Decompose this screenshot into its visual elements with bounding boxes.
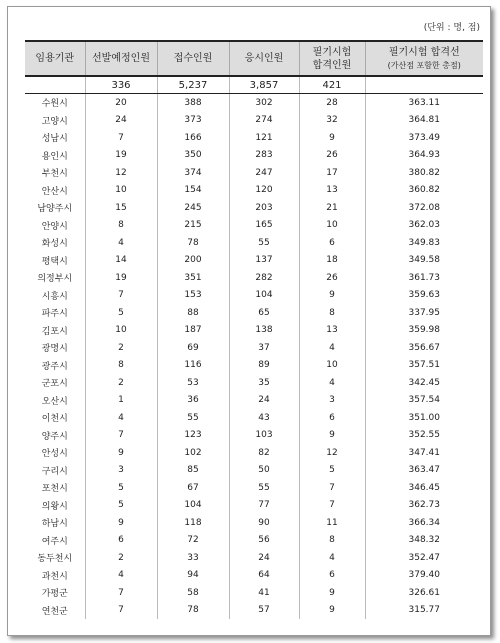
cell-cutoff: 351.00 (365, 409, 483, 427)
cell-planned: 10 (85, 322, 157, 340)
cell-passed: 6 (299, 567, 365, 585)
cell-agency: 군포시 (25, 374, 85, 392)
cell-planned: 9 (85, 444, 157, 462)
cell-passed: 21 (299, 199, 365, 217)
cell-passed: 13 (299, 182, 365, 200)
table-row (25, 444, 483, 462)
table-row (25, 427, 483, 445)
table-row (25, 199, 483, 217)
cell-tested: 104 (229, 287, 299, 305)
header-passed (299, 41, 365, 76)
cell-cutoff: 356.67 (365, 339, 483, 357)
cell-agency: 가평군 (25, 584, 85, 602)
cell-cutoff: 363.11 (365, 94, 483, 112)
table-row (25, 234, 483, 252)
total-agency (25, 76, 85, 94)
cell-tested: 35 (229, 374, 299, 392)
cell-planned: 2 (85, 549, 157, 567)
cell-tested: 203 (229, 199, 299, 217)
cell-tested: 165 (229, 217, 299, 235)
cell-cutoff: 361.73 (365, 269, 483, 287)
exam-results-table (25, 40, 483, 619)
cell-tested: 302 (229, 94, 299, 112)
cell-planned: 20 (85, 94, 157, 112)
table-row (25, 147, 483, 165)
total-planned: 336 (85, 76, 157, 94)
table-row (25, 252, 483, 270)
table-row (25, 112, 483, 130)
document-frame (7, 6, 491, 636)
cell-passed: 10 (299, 217, 365, 235)
cell-agency: 오산시 (25, 392, 85, 410)
table-row (25, 217, 483, 235)
header-agency: 임용기관 (25, 41, 85, 76)
cell-applied: 72 (157, 532, 229, 550)
cell-cutoff: 360.82 (365, 182, 483, 200)
cell-applied: 374 (157, 164, 229, 182)
cell-passed: 26 (299, 269, 365, 287)
table-row (25, 602, 483, 620)
cell-planned: 12 (85, 164, 157, 182)
total-applied: 5,237 (157, 76, 229, 94)
cell-tested: 137 (229, 252, 299, 270)
cell-applied: 69 (157, 339, 229, 357)
table-row (25, 514, 483, 532)
table-row (25, 287, 483, 305)
cell-planned: 1 (85, 392, 157, 410)
cell-cutoff: 357.51 (365, 357, 483, 375)
cell-tested: 121 (229, 129, 299, 147)
cell-agency: 동두천시 (25, 549, 85, 567)
cell-planned: 7 (85, 427, 157, 445)
cell-planned: 8 (85, 357, 157, 375)
cell-cutoff: 348.32 (365, 532, 483, 550)
cell-tested: 37 (229, 339, 299, 357)
cell-passed: 9 (299, 129, 365, 147)
cell-agency: 김포시 (25, 322, 85, 340)
cell-planned: 19 (85, 147, 157, 165)
cell-tested: 247 (229, 164, 299, 182)
cell-passed: 26 (299, 147, 365, 165)
cell-tested: 120 (229, 182, 299, 200)
cell-tested: 57 (229, 602, 299, 620)
cell-applied: 58 (157, 584, 229, 602)
cell-passed: 28 (299, 94, 365, 112)
cell-applied: 36 (157, 392, 229, 410)
cell-agency: 시흥시 (25, 287, 85, 305)
cell-applied: 351 (157, 269, 229, 287)
table-row (25, 304, 483, 322)
cell-applied: 123 (157, 427, 229, 445)
cell-cutoff: 362.03 (365, 217, 483, 235)
cell-applied: 104 (157, 497, 229, 515)
cell-passed: 7 (299, 497, 365, 515)
cell-applied: 200 (157, 252, 229, 270)
table-row (25, 269, 483, 287)
cell-agency: 포천시 (25, 479, 85, 497)
cell-tested: 90 (229, 514, 299, 532)
cell-tested: 82 (229, 444, 299, 462)
cell-passed: 18 (299, 252, 365, 270)
cell-passed: 6 (299, 234, 365, 252)
cell-planned: 24 (85, 112, 157, 130)
table-row (25, 567, 483, 585)
cell-agency: 남양주시 (25, 199, 85, 217)
header-cutoff-line2: (가산점 포함한 총점) (387, 60, 461, 70)
cell-agency: 용인시 (25, 147, 85, 165)
cell-applied: 78 (157, 602, 229, 620)
cell-passed: 32 (299, 112, 365, 130)
cell-planned: 10 (85, 182, 157, 200)
cell-planned: 6 (85, 532, 157, 550)
cell-cutoff: 359.98 (365, 322, 483, 340)
cell-tested: 65 (229, 304, 299, 322)
cell-cutoff: 346.45 (365, 479, 483, 497)
cell-agency: 구리시 (25, 462, 85, 480)
total-passed: 421 (299, 76, 365, 94)
header-applied: 접수인원 (157, 41, 229, 76)
table-row (25, 479, 483, 497)
cell-passed: 4 (299, 549, 365, 567)
cell-tested: 56 (229, 532, 299, 550)
cell-cutoff: 364.93 (365, 147, 483, 165)
cell-planned: 14 (85, 252, 157, 270)
cell-tested: 103 (229, 427, 299, 445)
cell-passed: 11 (299, 514, 365, 532)
cell-passed: 8 (299, 532, 365, 550)
cell-passed: 6 (299, 409, 365, 427)
header-tested: 응시인원 (229, 41, 299, 76)
totals-row (25, 76, 483, 94)
cell-agency: 이천시 (25, 409, 85, 427)
cell-applied: 350 (157, 147, 229, 165)
cell-applied: 53 (157, 374, 229, 392)
cell-planned: 9 (85, 514, 157, 532)
cell-agency: 화성시 (25, 234, 85, 252)
cell-planned: 19 (85, 269, 157, 287)
table-row (25, 164, 483, 182)
cell-tested: 43 (229, 409, 299, 427)
cell-cutoff: 337.95 (365, 304, 483, 322)
cell-applied: 67 (157, 479, 229, 497)
cell-cutoff: 347.41 (365, 444, 483, 462)
header-planned: 선발예정인원 (85, 41, 157, 76)
cell-agency: 광주시 (25, 357, 85, 375)
cell-cutoff: 372.08 (365, 199, 483, 217)
cell-agency: 광명시 (25, 339, 85, 357)
cell-applied: 153 (157, 287, 229, 305)
cell-applied: 55 (157, 409, 229, 427)
cell-cutoff: 359.63 (365, 287, 483, 305)
table-row (25, 339, 483, 357)
table-row (25, 322, 483, 340)
cell-applied: 187 (157, 322, 229, 340)
cell-passed: 4 (299, 374, 365, 392)
cell-tested: 274 (229, 112, 299, 130)
table-row (25, 374, 483, 392)
cell-cutoff: 315.77 (365, 602, 483, 620)
cell-agency: 안산시 (25, 182, 85, 200)
cell-planned: 15 (85, 199, 157, 217)
cell-planned: 5 (85, 497, 157, 515)
cell-planned: 7 (85, 602, 157, 620)
cell-passed: 4 (299, 339, 365, 357)
cell-applied: 388 (157, 94, 229, 112)
cell-tested: 50 (229, 462, 299, 480)
cell-applied: 118 (157, 514, 229, 532)
table-row (25, 532, 483, 550)
cell-cutoff: 380.82 (365, 164, 483, 182)
cell-cutoff: 326.61 (365, 584, 483, 602)
cell-agency: 의왕시 (25, 497, 85, 515)
cell-agency: 평택시 (25, 252, 85, 270)
header-row (25, 41, 483, 76)
cell-agency: 하남시 (25, 514, 85, 532)
table-row (25, 357, 483, 375)
cell-cutoff: 352.55 (365, 427, 483, 445)
cell-tested: 24 (229, 392, 299, 410)
cell-cutoff: 366.34 (365, 514, 483, 532)
cell-planned: 7 (85, 584, 157, 602)
header-passed-line2: 합격인원 (312, 59, 352, 71)
cell-agency: 안성시 (25, 444, 85, 462)
cell-passed: 7 (299, 479, 365, 497)
cell-applied: 94 (157, 567, 229, 585)
cell-cutoff: 352.47 (365, 549, 483, 567)
cell-passed: 13 (299, 322, 365, 340)
cell-applied: 245 (157, 199, 229, 217)
cell-applied: 85 (157, 462, 229, 480)
cell-cutoff: 373.49 (365, 129, 483, 147)
table-row (25, 129, 483, 147)
table-row (25, 584, 483, 602)
cell-passed: 3 (299, 392, 365, 410)
cell-cutoff: 379.40 (365, 567, 483, 585)
cell-passed: 9 (299, 427, 365, 445)
cell-planned: 5 (85, 304, 157, 322)
table-row (25, 549, 483, 567)
cell-agency: 부천시 (25, 164, 85, 182)
cell-tested: 41 (229, 584, 299, 602)
cell-applied: 102 (157, 444, 229, 462)
table-row (25, 462, 483, 480)
cell-passed: 12 (299, 444, 365, 462)
table-row (25, 392, 483, 410)
cell-agency: 고양시 (25, 112, 85, 130)
cell-planned: 5 (85, 479, 157, 497)
cell-agency: 안양시 (25, 217, 85, 235)
cell-cutoff: 342.45 (365, 374, 483, 392)
cell-applied: 88 (157, 304, 229, 322)
cell-passed: 17 (299, 164, 365, 182)
total-cutoff (365, 76, 483, 94)
cell-planned: 7 (85, 287, 157, 305)
cell-tested: 64 (229, 567, 299, 585)
cell-planned: 4 (85, 409, 157, 427)
cell-planned: 2 (85, 339, 157, 357)
cell-applied: 166 (157, 129, 229, 147)
cell-applied: 215 (157, 217, 229, 235)
header-cutoff (365, 41, 483, 76)
cell-agency: 여주시 (25, 532, 85, 550)
cell-applied: 33 (157, 549, 229, 567)
cell-tested: 77 (229, 497, 299, 515)
cell-cutoff: 357.54 (365, 392, 483, 410)
cell-cutoff: 364.81 (365, 112, 483, 130)
cell-passed: 9 (299, 287, 365, 305)
cell-applied: 116 (157, 357, 229, 375)
cell-agency: 파주시 (25, 304, 85, 322)
cell-planned: 4 (85, 567, 157, 585)
cell-tested: 283 (229, 147, 299, 165)
cell-agency: 수원시 (25, 94, 85, 112)
cell-passed: 9 (299, 584, 365, 602)
cell-agency: 의정부시 (25, 269, 85, 287)
cell-cutoff: 349.58 (365, 252, 483, 270)
cell-passed: 5 (299, 462, 365, 480)
cell-passed: 9 (299, 602, 365, 620)
table-row (25, 94, 483, 112)
cell-planned: 7 (85, 129, 157, 147)
cell-agency: 연천군 (25, 602, 85, 620)
cell-agency: 성남시 (25, 129, 85, 147)
table-row (25, 497, 483, 515)
table-row (25, 409, 483, 427)
table-row (25, 182, 483, 200)
cell-tested: 138 (229, 322, 299, 340)
cell-tested: 55 (229, 479, 299, 497)
cell-applied: 373 (157, 112, 229, 130)
cell-planned: 3 (85, 462, 157, 480)
cell-agency: 양주시 (25, 427, 85, 445)
cell-cutoff: 362.73 (365, 497, 483, 515)
total-tested: 3,857 (229, 76, 299, 94)
cell-tested: 89 (229, 357, 299, 375)
unit-note: (단위 : 명, 점) (423, 23, 480, 33)
cell-applied: 78 (157, 234, 229, 252)
cell-planned: 8 (85, 217, 157, 235)
cell-cutoff: 349.83 (365, 234, 483, 252)
cell-cutoff: 363.47 (365, 462, 483, 480)
cell-tested: 55 (229, 234, 299, 252)
header-passed-line1: 필기시험 (312, 46, 352, 58)
cell-passed: 8 (299, 304, 365, 322)
header-cutoff-line1: 필기시험 합격선 (388, 46, 460, 58)
cell-planned: 2 (85, 374, 157, 392)
cell-agency: 과천시 (25, 567, 85, 585)
cell-tested: 24 (229, 549, 299, 567)
cell-applied: 154 (157, 182, 229, 200)
cell-planned: 4 (85, 234, 157, 252)
cell-tested: 282 (229, 269, 299, 287)
cell-passed: 10 (299, 357, 365, 375)
